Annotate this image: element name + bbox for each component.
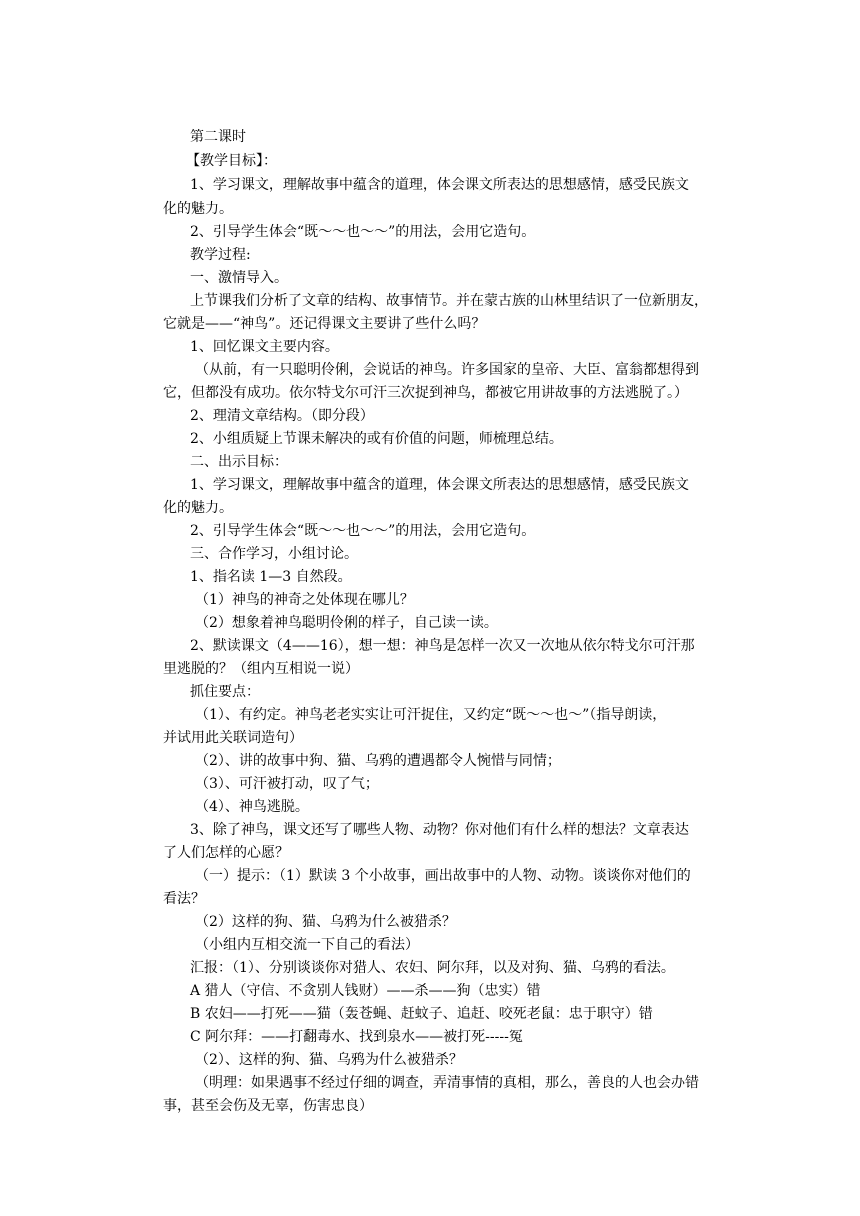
text-line: 并试用此关联词造句）: [163, 730, 303, 746]
text-line: 三、合作学习，小组讨论。: [190, 546, 358, 562]
text-line: 上节课我们分析了文章的结构、故事情节。并在蒙古族的山林里结识了一位新朋友，: [190, 293, 708, 309]
text-line: （2）想象着神鸟聪明伶俐的样子，自己读一读。: [195, 615, 498, 631]
text-line: 第二课时: [190, 129, 246, 145]
text-line: 2、引导学生体会“既～～也～～”的用法，会用它造句。: [190, 224, 536, 240]
text-line: （1）神鸟的神奇之处体现在哪儿？: [195, 592, 414, 608]
text-line: （2）这样的狗、猫、乌鸦为什么被猎杀？: [195, 914, 456, 930]
text-line: B 农妇——打死——猫（轰苍蝇、赶蚊子、追赶、咬死老鼠：忠于职守）错: [190, 1006, 653, 1022]
text-line: 1、回忆课文主要内容。: [190, 339, 339, 355]
text-line: （3）、可汗被打动，叹了气；: [195, 776, 379, 792]
text-line: （1）、有约定。神鸟老老实实让可汗捉住，又约定“既～～也～”（指导朗读，: [195, 707, 667, 723]
text-line: 一、激情导入。: [190, 270, 288, 286]
text-line: 3、除了神鸟，课文还写了哪些人物、动物？你对他们有什么样的想法？文章表达: [190, 822, 689, 838]
text-line: C 阿尔拜：——打翻毒水、找到泉水——被打死-----冤: [190, 1029, 523, 1045]
text-line: 它，但都没有成功。依尔特戈尔可汗三次捉到神鸟，都被它用讲故事的方法逃脱了。）: [163, 385, 688, 401]
text-line: 1、指名读 1—3 自然段。: [190, 569, 352, 585]
text-line: （明理：如果遇事不经过仔细的调查，弄清事情的真相，那么，善良的人也会办错: [195, 1075, 699, 1091]
text-line: A 猎人（守信、不贪别人钱财）——杀——狗（忠实）错: [190, 983, 541, 999]
text-line: （从前，有一只聪明伶俐，会说话的神鸟。许多国家的皇帝、大臣、富翁都想得到: [195, 362, 699, 378]
text-line: （2）、这样的狗、猫、乌鸦为什么被猎杀？: [195, 1052, 463, 1068]
text-line: 它就是——“神鸟”。还记得课文主要讲了些什么吗？: [163, 316, 486, 332]
text-line: 事，甚至会伤及无辜，伤害忠良）: [163, 1098, 373, 1114]
text-line: 里逃脱的？（组内互相说一说）: [163, 661, 359, 677]
text-line: 化的魅力。: [163, 201, 233, 217]
text-line: 1、学习课文，理解故事中蕴含的道理，体会课文所表达的思想感情，感受民族文: [190, 177, 689, 193]
text-line: 2、理清文章结构。（即分段）: [190, 408, 374, 424]
text-line: 了人们怎样的心愿？: [163, 845, 289, 861]
text-line: （一）提示：（1）默读 3 个小故事，画出故事中的人物、动物。谈谈你对他们的: [195, 868, 691, 884]
text-line: （小组内互相交流一下自己的看法）: [195, 937, 419, 953]
text-line: （4）、神鸟逃脱。: [195, 799, 309, 815]
text-line: 2、默读课文（4——16），想一想：神鸟是怎样一次又一次地从依尔特戈尔可汗那: [190, 638, 695, 654]
text-line: 抓住要点：: [190, 684, 260, 700]
text-line: 化的魅力。: [163, 500, 233, 516]
text-line: 教学过程:: [190, 247, 251, 263]
text-line: 1、学习课文，理解故事中蕴含的道理，体会课文所表达的思想感情，感受民族文: [190, 477, 689, 493]
text-line: 2、小组质疑上节课未解决的或有价值的问题，师梳理总结。: [190, 431, 563, 447]
text-line: 2、引导学生体会“既～～也～～”的用法，会用它造句。: [190, 523, 536, 539]
text-line: （2）、讲的故事中狗、猫、乌鸦的遭遇都令人惋惜与同情；: [195, 753, 561, 769]
text-line: 二、出示目标：: [190, 454, 288, 470]
text-line: 【教学目标】：: [186, 153, 277, 169]
text-line: 汇报：（1）、分别谈谈你对猎人、农妇、阿尔拜，以及对狗、猫、乌鸦的看法。: [190, 960, 675, 976]
text-line: 看法？: [163, 891, 205, 907]
